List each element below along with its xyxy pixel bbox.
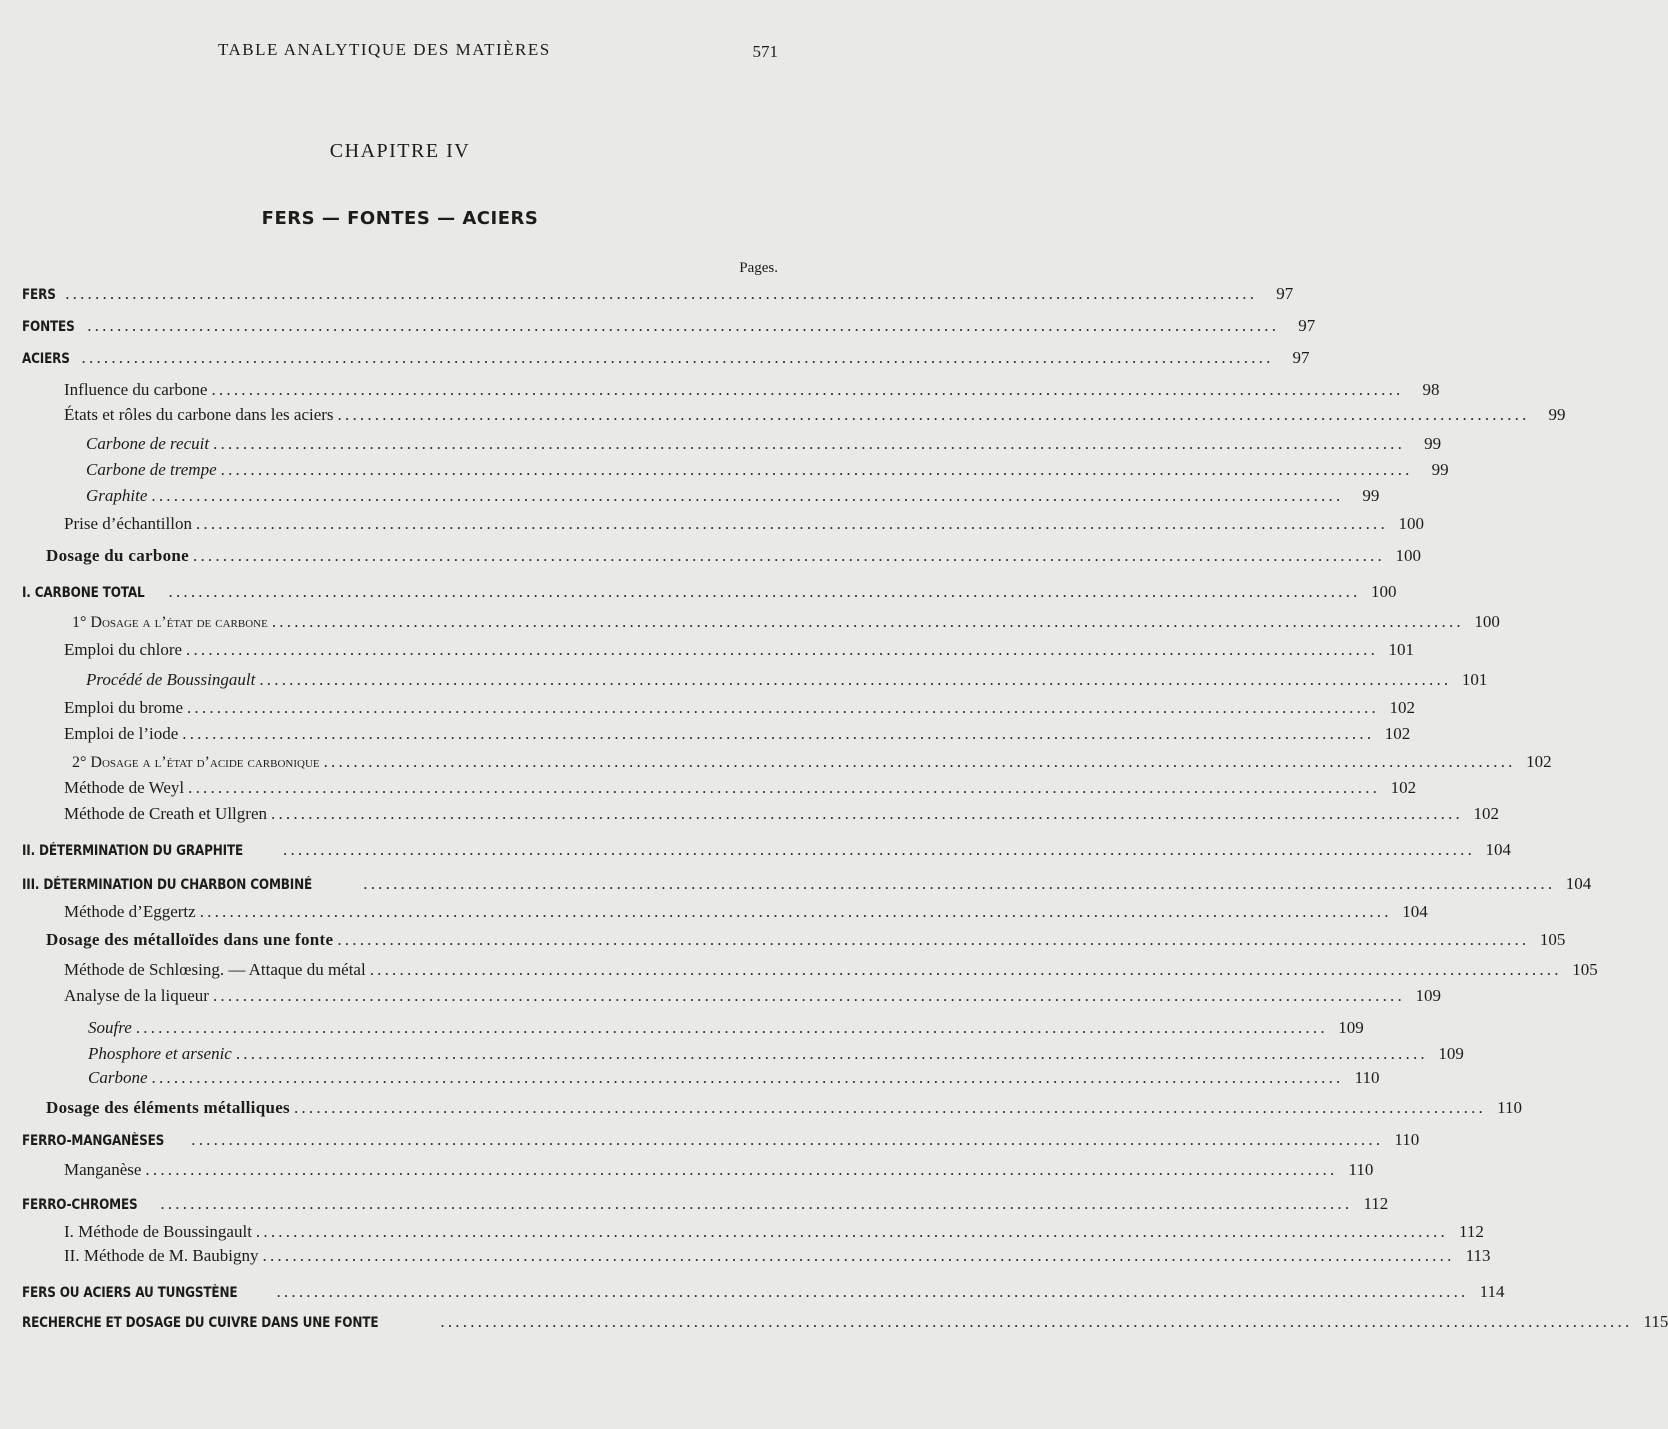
toc-entry — [0, 1130, 1420, 1158]
dot-leader: ................................................................................................................................................................ — [186, 698, 1379, 717]
toc-entry-label: Méthode d’Eggertz — [64, 902, 196, 921]
toc-entry-label: III. DÉTERMINATION DU CHARBON COMBINÉ — [22, 877, 313, 893]
dot-leader: ................................................................................................................................................................ — [211, 380, 1404, 399]
toc-entry-label: FONTES — [22, 319, 75, 335]
dot-leader: ................................................................................................................................................................ — [337, 930, 1530, 949]
toc-entry-page: 102 — [1384, 724, 1411, 743]
toc-entry-page: 97 — [1298, 316, 1316, 335]
toc-entry — [0, 752, 1552, 780]
toc-entry-page: 99 — [1424, 434, 1442, 453]
toc-entry-label: FERRO-MANGANÈSES — [22, 1133, 165, 1149]
toc-entry — [0, 778, 1417, 806]
toc-entry-page: 110 — [1394, 1130, 1420, 1149]
dot-leader: ................................................................................................................................................................ — [182, 724, 1375, 743]
toc-entry-page: 113 — [1465, 1246, 1491, 1265]
toc-entry — [0, 1098, 1522, 1126]
toc-entry-label: Influence du carbone — [64, 380, 208, 399]
toc-entry-label: Emploi de l’iode — [64, 724, 179, 743]
dot-leader: ................................................................................................................................................................ — [293, 1098, 1486, 1117]
toc-entry — [0, 640, 1415, 668]
toc-entry-label: Analyse de la liqueur — [64, 986, 209, 1005]
dot-leader: ................................................................................................................................................................ — [151, 486, 1344, 505]
toc-entry — [0, 698, 1415, 726]
toc-entry-page: 114 — [1479, 1282, 1505, 1301]
toc-entry-page: 102 — [1473, 804, 1499, 823]
page-number: 571 — [752, 42, 778, 61]
toc-entry-label: FERS OU ACIERS AU TUNGSTÈNE — [22, 1285, 238, 1301]
pages-column-label: Pages. — [739, 260, 778, 276]
toc-entry — [0, 1246, 1491, 1274]
toc-entry-page: 105 — [1572, 960, 1598, 979]
toc-entry-page: 104 — [1402, 902, 1428, 921]
toc-entry-page: 109 — [1338, 1018, 1364, 1037]
dot-leader: ................................................................................................................................................................ — [271, 612, 1464, 631]
running-header — [0, 40, 800, 70]
toc-entry-label: II. Méthode de M. Baubigny — [64, 1246, 259, 1265]
dot-leader: ................................................................................................................................................................ — [440, 1312, 1633, 1331]
dot-leader: ................................................................................................................................................................ — [191, 1130, 1384, 1149]
section-title: FERS — FONTES — ACIERS — [261, 208, 539, 229]
toc-entry-label: ACIERS — [22, 351, 70, 367]
toc-entry-page: 109 — [1438, 1044, 1464, 1063]
toc-entry-label: Dosage des éléments métalliques — [46, 1098, 290, 1117]
toc-entry — [0, 930, 1566, 958]
toc-entry-label: FERS — [22, 287, 56, 303]
toc-entry — [0, 582, 1397, 610]
dot-leader: ................................................................................................................................................................ — [199, 902, 1392, 921]
toc-entry — [0, 514, 1424, 542]
toc-entry-page: 102 — [1390, 778, 1417, 797]
toc-entry — [0, 284, 1294, 312]
toc-entry-page: 101 — [1388, 640, 1415, 659]
toc-entry-page: 110 — [1497, 1098, 1522, 1117]
toc-entry-label: I. CARBONE TOTAL — [22, 585, 145, 601]
toc-entry-page: 112 — [1363, 1194, 1389, 1213]
toc-entry-page: 102 — [1526, 752, 1552, 771]
toc-entry-label: Carbone de recuit — [86, 434, 210, 453]
header-title: TABLE ANALYTIQUE DES MATIÈRES — [218, 40, 551, 59]
dot-leader: ................................................................................................................................................................ — [276, 1282, 1469, 1301]
dot-leader: ................................................................................................................................................................ — [160, 1194, 1353, 1213]
toc-entry-label: Carbone — [88, 1068, 148, 1087]
toc-entry-label: Emploi du chlore — [64, 640, 183, 659]
toc-entry — [0, 1160, 1374, 1188]
toc-entry-label: I. Méthode de Boussingault — [64, 1222, 252, 1241]
toc-entry — [0, 1018, 1364, 1046]
toc-entry-page: 97 — [1292, 348, 1310, 367]
toc-entry-page: 97 — [1276, 284, 1294, 303]
toc-entry-page: 110 — [1354, 1068, 1380, 1087]
dot-leader: ................................................................................................................................................................ — [193, 546, 1385, 565]
dot-leader: ................................................................................................................................................................ — [151, 1068, 1344, 1087]
toc-entry-page: 104 — [1485, 840, 1512, 859]
toc-entry-label: Procédé de Boussingault — [86, 670, 256, 689]
toc-entry-label: Prise d’échantillon — [64, 514, 192, 533]
toc-entry-page: 101 — [1461, 670, 1488, 689]
dot-leader: ................................................................................................................................................................ — [87, 316, 1280, 335]
toc-entry-page: 100 — [1371, 582, 1397, 601]
toc-entry — [0, 1068, 1380, 1096]
toc-entry — [0, 546, 1421, 574]
toc-entry-label: FERRO-CHROMES — [22, 1197, 138, 1213]
dot-leader: ................................................................................................................................................................ — [323, 752, 1516, 771]
toc-entry — [0, 316, 1316, 344]
toc-entry-page: 109 — [1415, 986, 1441, 1005]
toc-entry — [0, 986, 1441, 1014]
toc-entry-label: Graphite — [86, 486, 148, 505]
dot-leader: ................................................................................................................................................................ — [337, 405, 1530, 424]
toc-entry-page: 104 — [1565, 874, 1592, 893]
toc-entry-page: 100 — [1398, 514, 1424, 533]
toc-entry — [0, 960, 1598, 988]
dot-leader: ................................................................................................................................................................ — [213, 434, 1406, 453]
toc-entry-page: 99 — [1548, 405, 1566, 424]
dot-leader: ................................................................................................................................................................ — [369, 960, 1562, 979]
toc-entry-page: 98 — [1422, 380, 1440, 399]
toc-entry — [0, 380, 1440, 408]
toc-entry-label: Méthode de Weyl — [64, 778, 185, 797]
toc-entry-page: 99 — [1431, 460, 1449, 479]
toc-entry-page: 112 — [1459, 1222, 1484, 1241]
toc-entry-page: 100 — [1474, 612, 1500, 631]
toc-entry-label: Dosage des métalloïdes dans une fonte — [46, 930, 334, 949]
dot-leader: ................................................................................................................................................................ — [186, 640, 1379, 659]
dot-leader: ................................................................................................................................................................ — [259, 670, 1452, 689]
toc-entry-page: 100 — [1395, 546, 1421, 565]
toc-entry — [0, 486, 1380, 514]
toc-entry-label: 1° Dosage a l’état de carbone — [72, 614, 268, 631]
toc-entry-label: Carbone de trempe — [86, 460, 217, 479]
toc-entry-label: Manganèse — [64, 1160, 142, 1179]
dot-leader: ................................................................................................................................................................ — [283, 840, 1476, 859]
dot-leader: ................................................................................................................................................................ — [255, 1222, 1448, 1241]
dot-leader: ................................................................................................................................................................ — [220, 460, 1413, 479]
toc-entry — [0, 670, 1488, 698]
dot-leader: ................................................................................................................................................................ — [65, 284, 1258, 303]
toc-entry-label: Soufre — [88, 1018, 132, 1037]
toc-entry — [0, 804, 1499, 832]
toc-entry — [0, 405, 1566, 433]
toc-entry — [0, 902, 1428, 930]
toc-entry-page: 110 — [1348, 1160, 1374, 1179]
toc-entry — [0, 434, 1442, 462]
toc-entry — [0, 1194, 1389, 1222]
toc-entry-label: Emploi du brome — [64, 698, 183, 717]
dot-leader: ................................................................................................................................................................ — [135, 1018, 1328, 1037]
dot-leader: ................................................................................................................................................................ — [235, 1044, 1428, 1063]
dot-leader: ................................................................................................................................................................ — [271, 804, 1463, 823]
toc-entry-page: 105 — [1539, 930, 1566, 949]
dot-leader: ................................................................................................................................................................ — [195, 514, 1388, 533]
dot-leader: ................................................................................................................................................................ — [188, 778, 1381, 797]
toc-entry-label: Méthode de Schlœsing. — Attaque du métal — [64, 960, 366, 979]
toc-entry-label: Dosage du carbone — [46, 546, 189, 565]
toc-entry-page: 115 — [1643, 1312, 1668, 1331]
toc-entry-label: États et rôles du carbone dans les aciers — [64, 405, 334, 424]
toc-entry-label: 2° Dosage a l’état d’acide carbonique — [72, 754, 320, 771]
toc-entry — [0, 348, 1310, 376]
dot-leader: ................................................................................................................................................................ — [262, 1246, 1455, 1265]
dot-leader: ................................................................................................................................................................ — [168, 582, 1361, 601]
dot-leader: ................................................................................................................................................................ — [145, 1160, 1338, 1179]
dot-leader: ................................................................................................................................................................ — [212, 986, 1405, 1005]
toc-entry — [0, 1312, 1668, 1340]
toc-entry — [0, 1282, 1505, 1310]
toc-entry — [0, 612, 1500, 640]
toc-entry-page: 99 — [1362, 486, 1380, 505]
toc-entry — [0, 840, 1512, 868]
dot-leader: ................................................................................................................................................................ — [81, 348, 1274, 367]
toc-entry-label: Phosphore et arsenic — [88, 1044, 232, 1063]
toc-entry-page: 102 — [1389, 698, 1415, 717]
toc-entry-label: Méthode de Creath et Ullgren — [64, 804, 267, 823]
toc-entry — [0, 874, 1592, 902]
toc-entry — [0, 460, 1449, 488]
toc-entry-label: II. DÉTERMINATION DU GRAPHITE — [22, 843, 244, 859]
toc-entry — [0, 724, 1411, 752]
toc-entry-label: RECHERCHE ET DOSAGE DU CUIVRE DANS UNE FONTE — [22, 1315, 379, 1331]
chapter-heading: CHAPITRE IV — [329, 140, 471, 162]
dot-leader: ................................................................................................................................................................ — [363, 874, 1556, 893]
